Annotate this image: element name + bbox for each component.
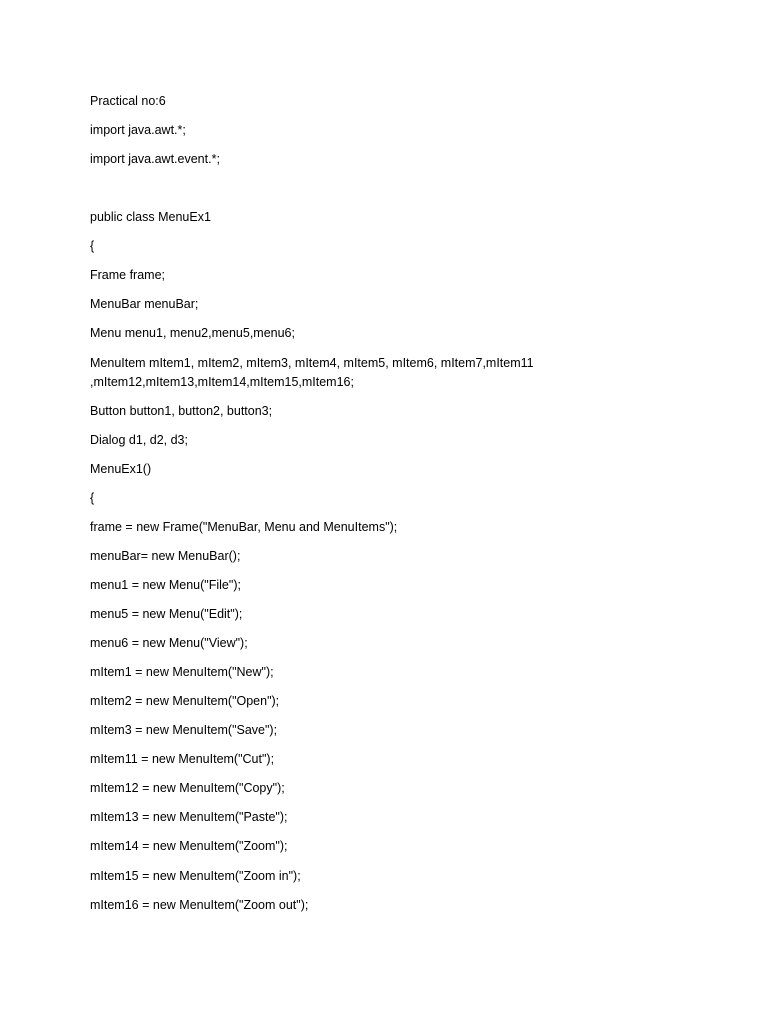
code-line: public class MenuEx1 (90, 210, 211, 224)
code-line: { (90, 239, 95, 253)
code-line: MenuBar menuBar; (90, 297, 199, 311)
code-line: mItem12 = new MenuItem("Copy"); (90, 781, 285, 795)
code-line: Button button1, button2, button3; (90, 404, 273, 418)
code-line: mItem3 = new MenuItem("Save"); (90, 723, 278, 737)
code-line: ,mItem12,mItem13,mItem14,mItem15,mItem16; (90, 375, 354, 389)
code-line: menu6 = new Menu("View"); (90, 636, 248, 650)
code-line: mItem13 = new MenuItem("Paste"); (90, 810, 288, 824)
code-line: MenuEx1() (90, 462, 152, 476)
code-line: import java.awt.*; (90, 123, 186, 137)
code-line: menuBar= new MenuBar(); (90, 549, 241, 563)
code-line: Menu menu1, menu2,menu5,menu6; (90, 326, 295, 340)
code-line: menu5 = new Menu("Edit"); (90, 607, 243, 621)
code-line: Frame frame; (90, 268, 166, 282)
code-line: mItem16 = new MenuItem("Zoom out"); (90, 898, 309, 912)
code-line: MenuItem mItem1, mItem2, mItem3, mItem4, mItem5, mItem6, mItem7,mItem11 (90, 356, 534, 370)
code-line: menu1 = new Menu("File"); (90, 578, 241, 592)
code-line: import java.awt.event.*; (90, 152, 220, 166)
code-line: { (90, 491, 95, 505)
code-line: frame = new Frame("MenuBar, Menu and MenuItems"); (90, 520, 398, 534)
code-line: Dialog d1, d2, d3; (90, 433, 188, 447)
code-line: mItem1 = new MenuItem("New"); (90, 665, 274, 679)
document-title: Practical no:6 (90, 94, 166, 108)
code-line: mItem2 = new MenuItem("Open"); (90, 694, 280, 708)
code-line: mItem11 = new MenuItem("Cut"); (90, 752, 275, 766)
code-line: mItem14 = new MenuItem("Zoom"); (90, 839, 288, 853)
code-line: mItem15 = new MenuItem("Zoom in"); (90, 869, 301, 883)
